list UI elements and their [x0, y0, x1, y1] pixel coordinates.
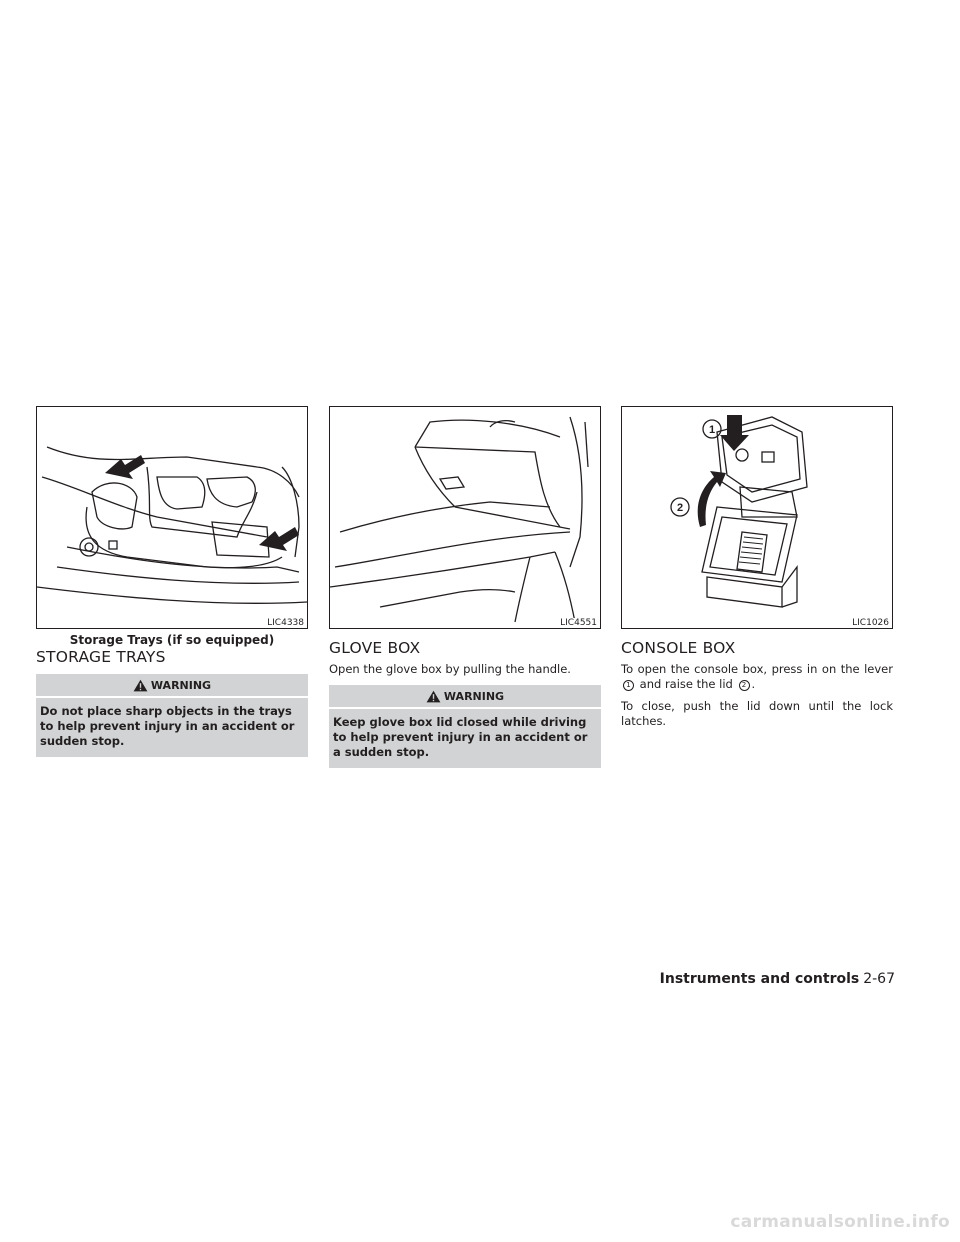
console-box-illustration	[622, 407, 892, 628]
glove-box-illustration	[330, 407, 600, 628]
section-heading: CONSOLE BOX	[621, 639, 736, 657]
paragraph-text: .	[751, 677, 756, 691]
figure-caption: Storage Trays (if so equipped)	[69, 633, 275, 647]
warning-box	[36, 674, 308, 757]
section-heading: GLOVE BOX	[329, 639, 421, 657]
section-heading: STORAGE TRAYS	[36, 648, 166, 666]
page-footer	[600, 971, 895, 987]
reference-number-1: 1	[623, 680, 634, 691]
page-number: 2-67	[863, 971, 895, 987]
storage-trays-illustration	[37, 407, 307, 628]
warning-box	[329, 685, 601, 768]
footer-section-title: Instruments and controls	[659, 971, 860, 987]
warning-text: Do not place sharp objects in the trays to help prevent injury in an accident or sudden stop.	[40, 704, 295, 748]
warning-label: WARNING	[443, 689, 505, 703]
figure-storage-trays	[36, 406, 308, 629]
body-paragraph-close: To close, push the lid down until the lock latches.	[621, 699, 893, 728]
paragraph-text: To open the console box, press in on the lever	[621, 662, 893, 676]
body-paragraph-open	[621, 662, 893, 692]
arrow-icon	[720, 415, 749, 451]
figure-glove-box	[329, 406, 601, 629]
body-paragraph: Open the glove box by pulling the handle.	[329, 662, 571, 676]
warning-label: WARNING	[150, 678, 212, 692]
warning-text: Keep glove box lid closed while driving to help prevent injury in an accident or a sudden stop.	[333, 715, 588, 759]
warning-header	[36, 674, 308, 698]
watermark: carmanualsonline.info	[730, 1212, 950, 1232]
warning-triangle-icon	[426, 690, 441, 703]
warning-header	[329, 685, 601, 709]
figure-code: LIC1026	[852, 618, 889, 628]
figure-label-1: 1	[708, 424, 716, 436]
reference-number-2: 2	[739, 680, 750, 691]
column-console-box	[621, 406, 893, 729]
paragraph-text: and raise the lid	[639, 677, 733, 691]
figure-code: LIC4338	[267, 618, 304, 628]
column-storage-trays	[36, 406, 308, 757]
column-glove-box	[329, 406, 601, 768]
warning-triangle-icon	[133, 679, 148, 692]
figure-code: LIC4551	[560, 618, 597, 628]
figure-label-2: 2	[676, 502, 684, 514]
figure-console-box	[621, 406, 893, 629]
